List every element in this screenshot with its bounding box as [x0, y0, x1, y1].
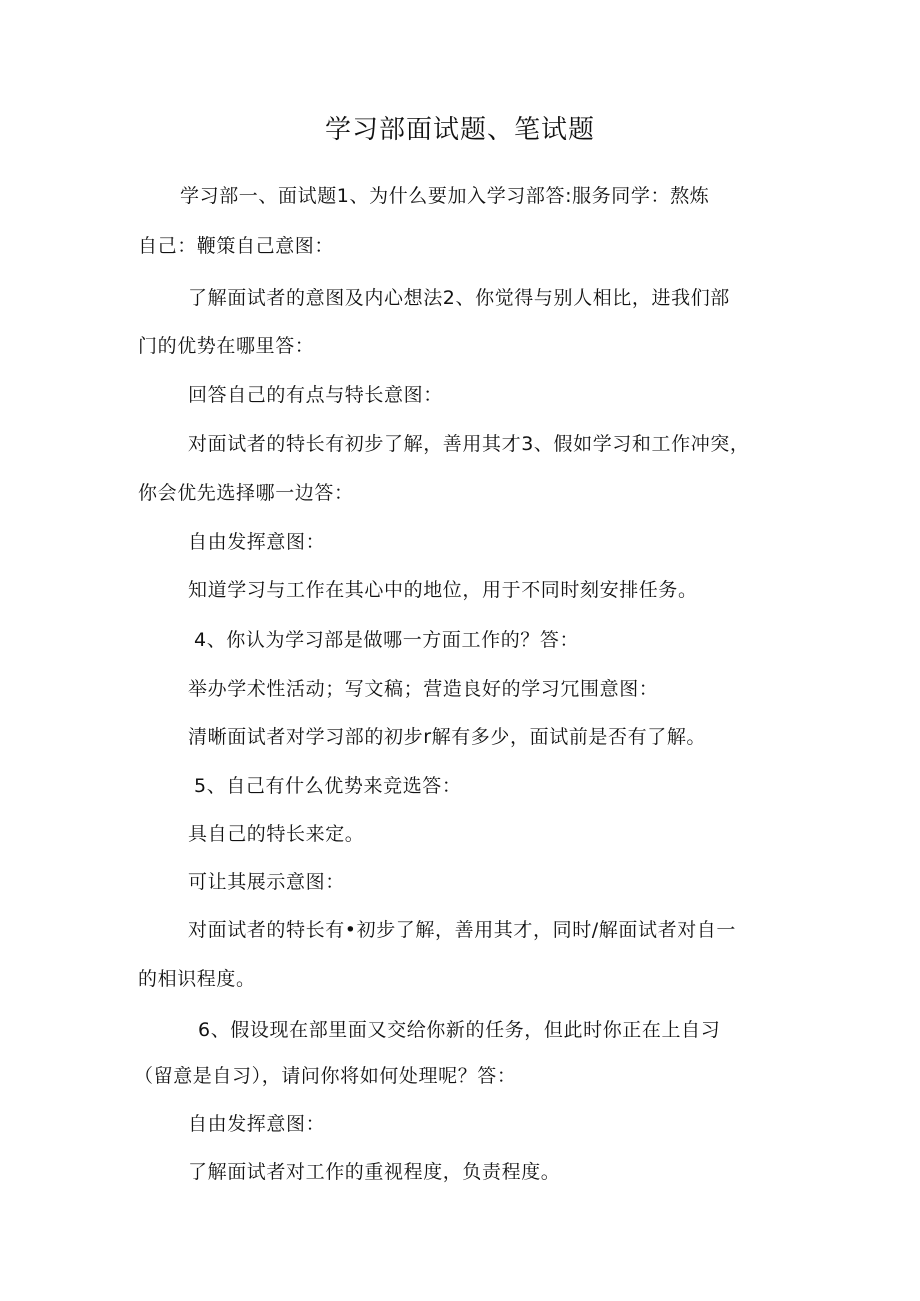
document-title: 学习部面试题、笔试题: [324, 115, 595, 145]
paragraph-line: 自由发挥意图：: [188, 531, 326, 553]
paragraph-line: 清晰面试者对学习部的初步r解有多少，面试前是否有了解。: [188, 726, 707, 748]
paragraph-line: 对面试者的特长有•初步了解，善用其才，同时/解面试者对自一: [188, 919, 737, 941]
paragraph-line: 门的优势在哪里答：: [138, 335, 315, 357]
paragraph-line: 知道学习与工作在其心中的地位，用于不同时刻安排任务。: [188, 579, 698, 601]
paragraph-line: 的相识程度。: [138, 968, 256, 990]
paragraph-line: 自由发挥意图：: [188, 1113, 326, 1135]
paragraph-line: 4、你认为学习部是做哪一方面工作的？答：: [194, 629, 580, 651]
paragraph-line: 6、假设现在部里面又交给你新的任务，但此时你正在上自习: [198, 1019, 721, 1041]
paragraph-line: 了解面试者的意图及内心想法2、你觉得与别人相比，进我们部: [188, 287, 730, 309]
paragraph-line: 具自己的特长来定。: [188, 823, 365, 845]
paragraph-line: 可让其展示意图：: [188, 871, 345, 893]
paragraph-line: （留意是自习），请问你将如何处理呢？答：: [134, 1065, 517, 1087]
paragraph-line: 了解面试者对工作的重视程度，负责程度。: [188, 1161, 561, 1183]
paragraph-line: 自己：鞭策自己意图：: [138, 235, 335, 257]
paragraph-line: 对面试者的特长有初步了解，善用其才3、假如学习和工作冲突，: [188, 433, 750, 455]
paragraph-line: 学习部一、面试题1、为什么要加入学习部答:服务同学：熬炼: [180, 185, 710, 207]
paragraph-line: 回答自己的有点与特长意图：: [188, 384, 443, 406]
paragraph-line: 你会优先选择哪一边答：: [138, 482, 354, 504]
paragraph-line: 举办学术性活动；写文稿；营造良好的学习冗围意图：: [188, 678, 659, 700]
paragraph-line: 5、自己有什么优势来竞选答：: [194, 775, 462, 797]
